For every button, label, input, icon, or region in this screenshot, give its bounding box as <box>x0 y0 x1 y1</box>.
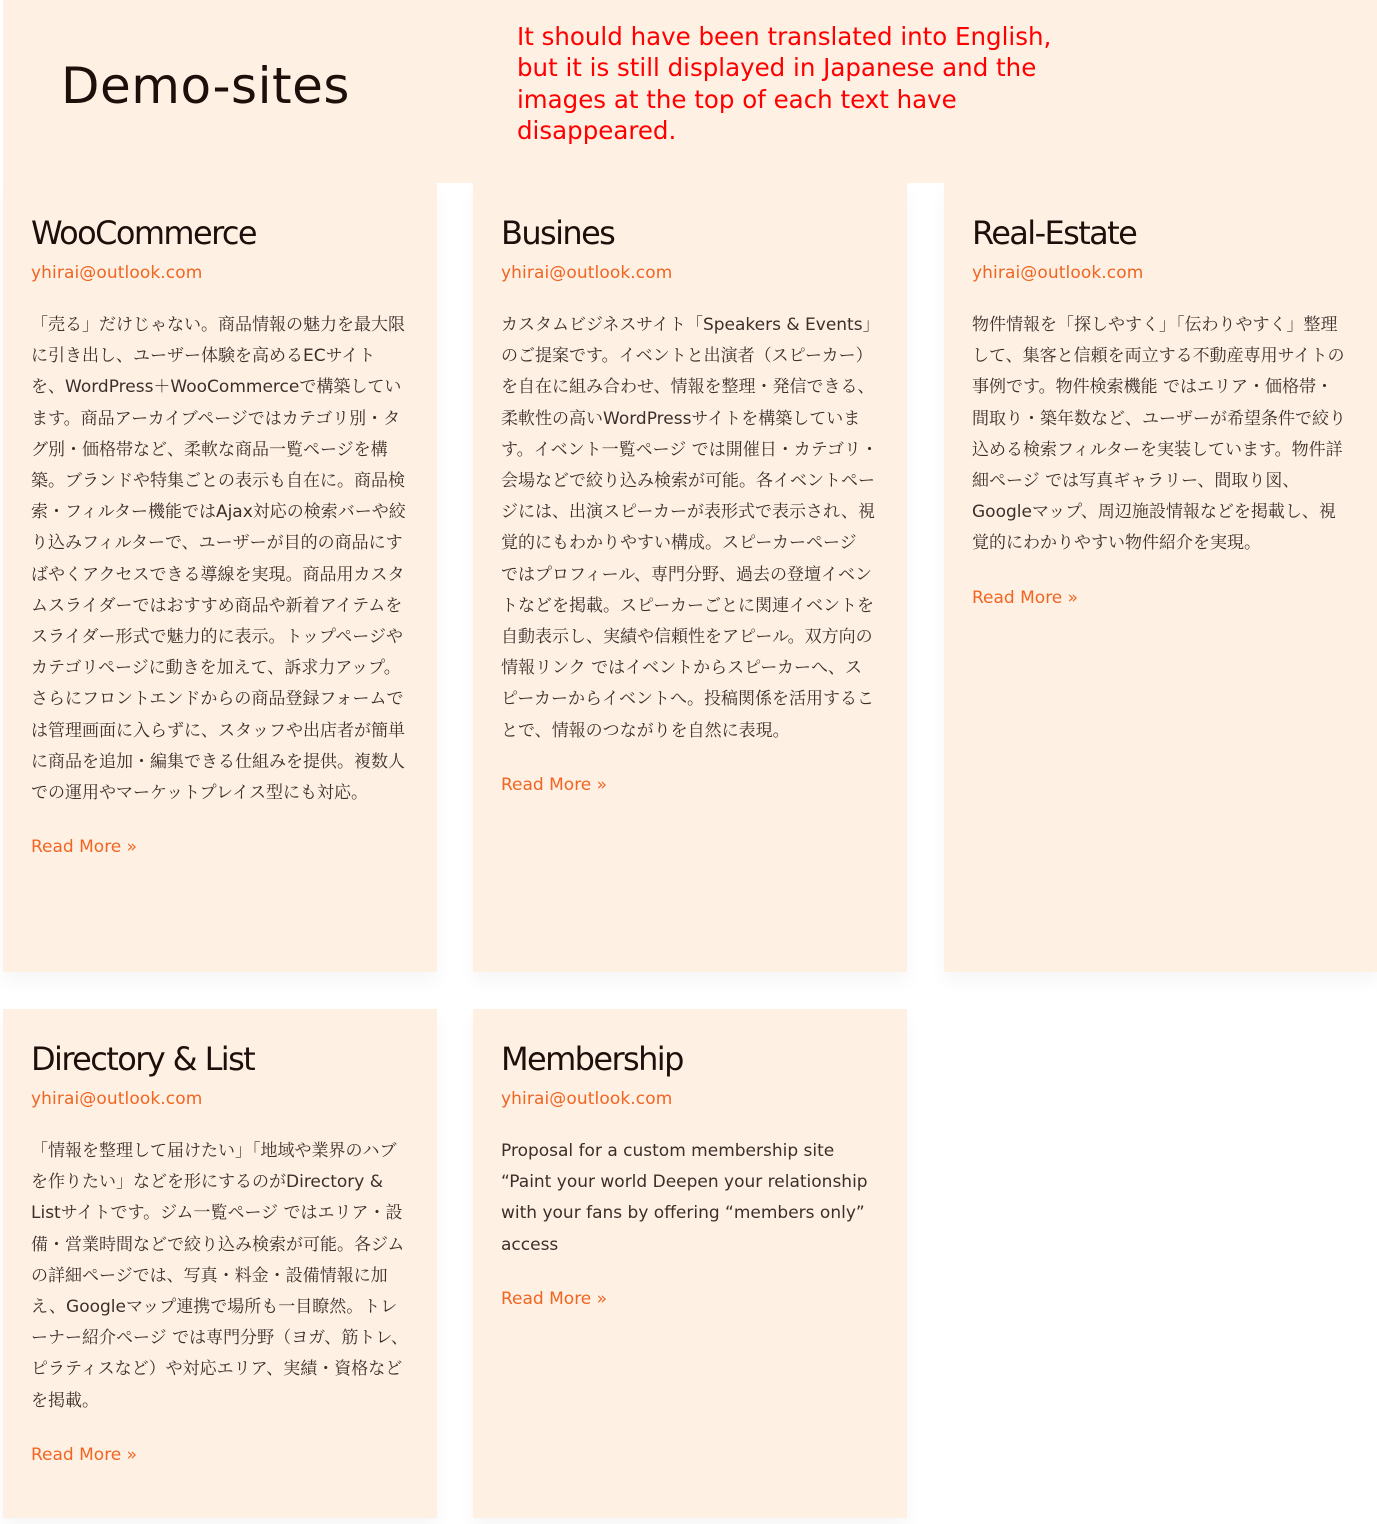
annotation-note: It should have been translated into English, but it is still displayed in Japanese and the images at the top of each text have disappeared. <box>517 22 1052 145</box>
card-author-email[interactable]: yhirai@outlook.com <box>972 263 1144 283</box>
read-more-link[interactable]: Read More » <box>31 1444 138 1465</box>
card-excerpt: Proposal for a custom membership site “Paint your world Deepen your relationship with your fans by offering “members only” access <box>501 1141 868 1255</box>
card-author-email[interactable]: yhirai@outlook.com <box>31 1089 203 1109</box>
read-more-link[interactable]: Read More » <box>501 1288 608 1309</box>
demo-card-directory-list <box>3 1009 437 1518</box>
card-author-email[interactable]: yhirai@outlook.com <box>501 1089 673 1109</box>
card-title[interactable]: Membership <box>501 1040 683 1078</box>
card-title[interactable]: WooCommerce <box>31 214 257 252</box>
demo-card-real-estate <box>944 183 1377 972</box>
page-title: Demo-sites <box>61 57 350 115</box>
demo-card-busines <box>473 183 907 972</box>
card-excerpt: カスタムビジネスサイト「Speakers & Events」のご提案です。イベントと出演者（スピーカー）を自在に組み合わせ、情報を整理・発信できる、柔軟性の高いWordPressサイトを構築しています。イベント一覧ページ では開催日・カテゴリ・会場などで絞り込み検索が可能。各イベントページには、出演スピーカーが表形式で表示され、視覚的にもわかりやすい構成。スピーカーページ ではプロフィール、専門分野、過去の登壇イベントなどを掲載。スピーカーごとに関連イベントを自動表示し、実績や信頼性をアピール。双方向の情報リンク ではイベントからスピーカーへ、スピーカーからイベントへ。投稿関係を活用することで、情報のつながりを自然に表現。 <box>501 315 879 741</box>
card-title[interactable]: Directory & List <box>31 1040 255 1078</box>
card-author-email[interactable]: yhirai@outlook.com <box>31 263 203 283</box>
card-title[interactable]: Busines <box>501 214 615 252</box>
card-excerpt: 「売る」だけじゃない。商品情報の魅力を最大限に引き出し、ユーザー体験を高めるECサイトを、WordPress＋WooCommerceで構築しています。商品アーカイブページではカテゴリ別・タグ別・価格帯など、柔軟な商品一覧ページを構築。ブランドや特集ごとの表示も自在に。商品検索・フィルター機能ではAjax対応の検索バーや絞り込みフィルターで、ユーザーが目的の商品にすばやくアクセスできる導線を実現。商品用カスタムスライダーではおすすめ商品や新着アイテムをスライダー形式で魅力的に表示。トップページやカテゴリページに動きを加えて、訴求力アップ。さらにフロントエンドからの商品登録フォームでは管理画面に入らずに、スタッフや出店者が簡単に商品を追加・編集できる仕組みを提供。複数人での運用やマーケットプレイス型にも対応。 <box>31 315 406 804</box>
page-header <box>3 0 1377 183</box>
card-author-email[interactable]: yhirai@outlook.com <box>501 263 673 283</box>
read-more-link[interactable]: Read More » <box>31 837 138 858</box>
demo-card-membership <box>473 1009 907 1518</box>
card-title[interactable]: Real-Estate <box>972 214 1137 252</box>
demo-card-woocommerce <box>3 183 437 972</box>
read-more-link[interactable]: Read More » <box>972 587 1079 608</box>
read-more-link[interactable]: Read More » <box>501 774 608 795</box>
card-excerpt: 物件情報を「探しやすく」「伝わりやすく」整理して、集客と信頼を両立する不動産専用サイトの事例です。物件検索機能 ではエリア・価格帯・間取り・築年数など、ユーザーが希望条件で絞り込める検索フィルターを実装しています。物件詳細ページ では写真ギャラリー、間取り図、Googleマップ、周辺施設情報などを掲載し、視覚的にわかりやすい物件紹介を実現。 <box>972 315 1346 554</box>
card-excerpt: 「情報を整理して届けたい」「地域や業界のハブを作りたい」などを形にするのがDirectory & Listサイトです。ジム一覧ページ ではエリア・設備・営業時間などで絞り込み検索が可能。各ジムの詳細ページでは、写真・料金・設備情報に加え、Googleマップ連携で場所も一目瞭然。トレーナー紹介ページ では専門分野（ヨガ、筋トレ、ピラティスなど）や対応エリア、実績・資格などを掲載。 <box>31 1141 409 1411</box>
